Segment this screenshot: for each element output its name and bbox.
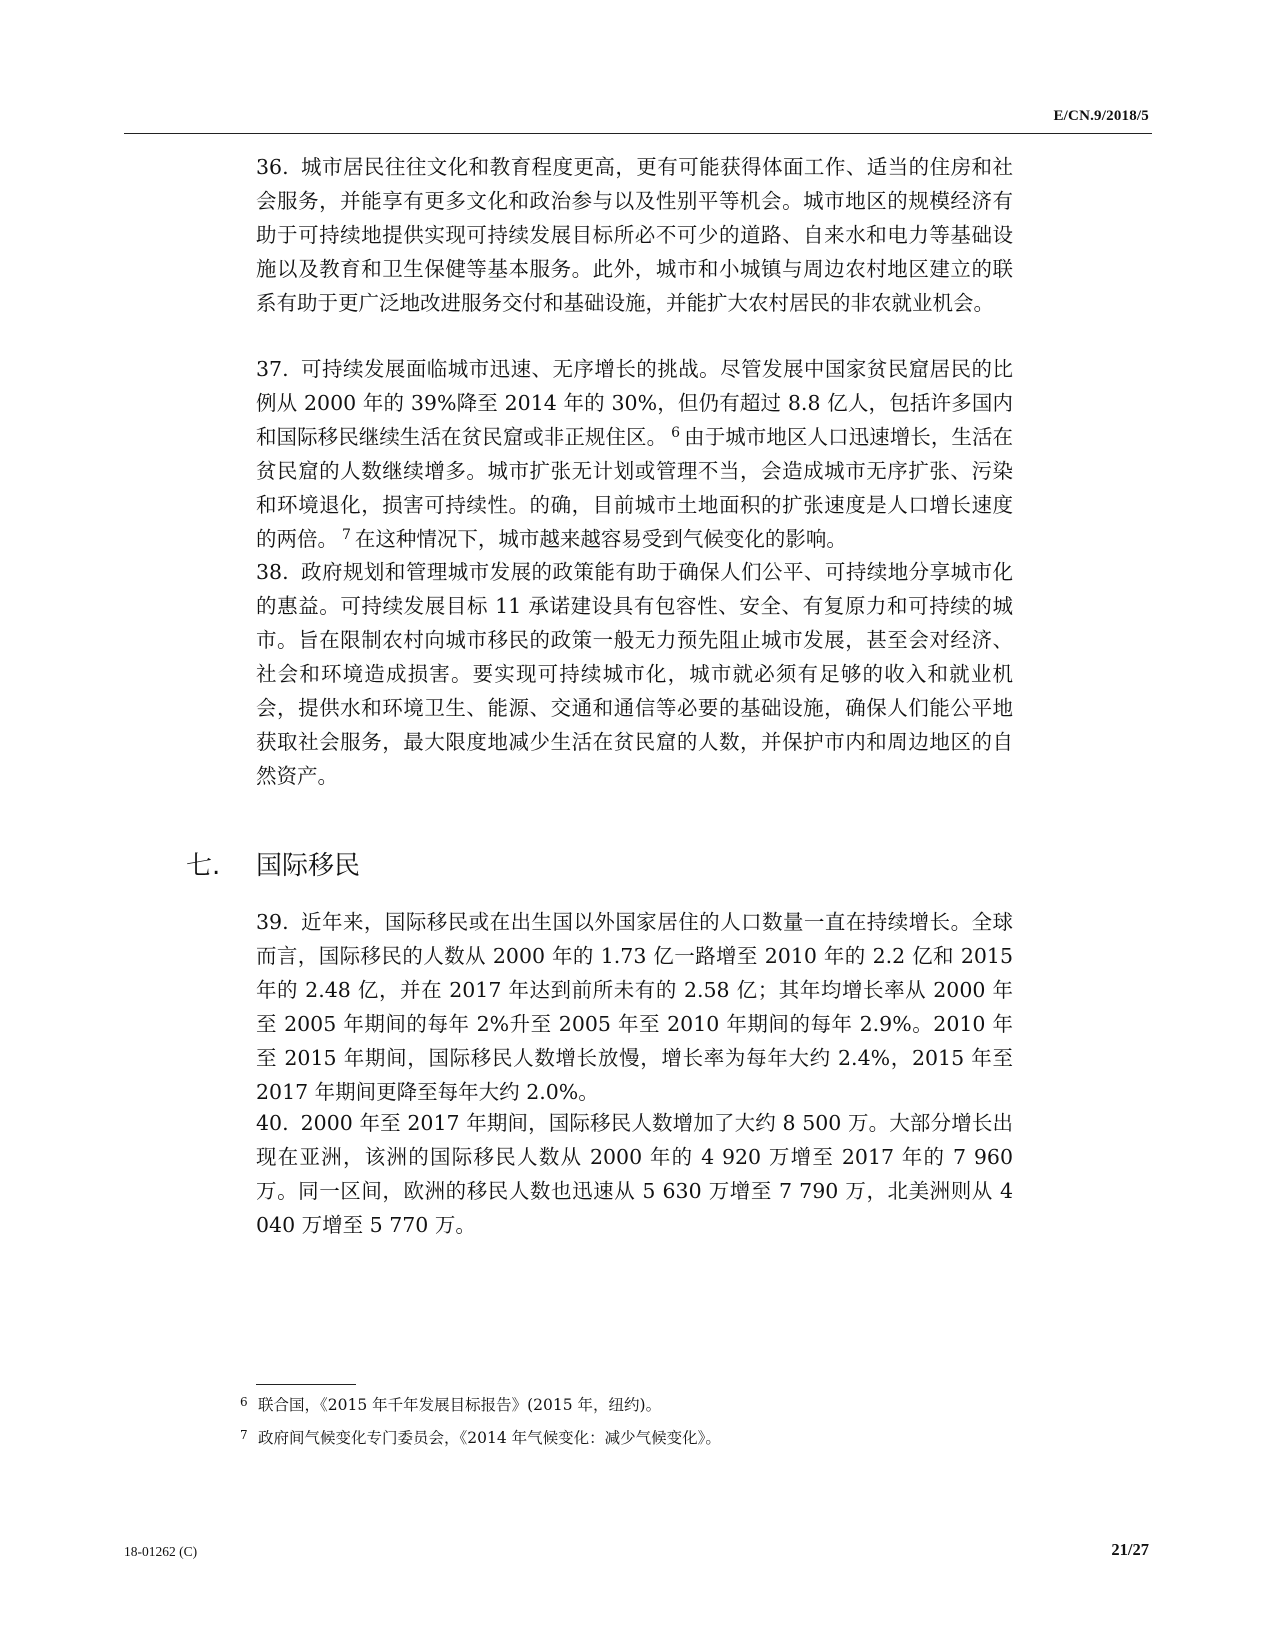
paragraph-number: 36. xyxy=(256,155,289,179)
paragraph-text: 2000 年至 2017 年期间，国际移民人数增加了大约 8 500 万。大部分增长出现在亚洲，该洲的国际移民人数从 2000 年的 4 920 万增至 2017 年的 7 960 万。同一区间，欧洲的移民人数也迅速从 5 630 万增至 7 790 万，北美洲则从 4 040 万增至 5 770 万。 xyxy=(256,1111,1013,1237)
paragraph-text: 可持续发展面临城市迅速、无序增长的挑战。尽管发展中国家贫民窟居民的比例从 2000 年的 39%降至 2014 年的 30%，但仍有超过 8.8 亿人，包括许多国内和国际移民继续生活在贫民窟或非正规住区。 xyxy=(256,357,1013,449)
footnote-reference[interactable]: 7 xyxy=(342,527,351,543)
section-title: 国际移民 xyxy=(256,851,361,881)
footnote-text: 政府间气候变化专门委员会，《2014 年气候变化：减少气候变化》。 xyxy=(258,1429,721,1447)
paragraph-text: 在这种情况下，城市越来越容易受到气候变化的影响。 xyxy=(354,527,847,551)
paragraph-38 xyxy=(256,555,1013,793)
footnote-reference[interactable]: 6 xyxy=(671,425,681,441)
paragraph-37 xyxy=(256,352,1013,556)
page-number: 21/27 xyxy=(1111,1540,1149,1559)
document-symbol: E/CN.9/2018/5 xyxy=(1053,108,1149,124)
paragraph-36 xyxy=(256,150,1013,320)
header-rule xyxy=(124,133,1152,134)
paragraph-text: 近年来，国际移民或在出生国以外国家居住的人口数量一直在持续增长。全球而言，国际移民的人数从 2000 年的 1.73 亿一路增至 2010 年的 2.2 亿和 2015 年的 2.48 亿，并在 2017 年达到前所未有的 2.58 亿；其年均增长率从 2000 年至 2005 年期间的每年 2%升至 2005 年至 2010 年期间的每年 2.9%。2010 年至 2015 年期间，国际移民人数增长放慢，增长率为每年大约 2.4%，2015 年至 2017 年期间更降至每年大约 2.0%。 xyxy=(256,910,1013,1104)
paragraph-text: 城市居民往往文化和教育程度更高，更有可能获得体面工作、适当的住房和社会服务，并能享有更多文化和政治参与以及性别平等机会。城市地区的规模经济有助于可持续地提供实现可持续发展目标所必不可少的道路、自来水和电力等基础设施以及教育和卫生保健等基本服务。此外，城市和小城镇与周边农村地区建立的联系有助于更广泛地改进服务交付和基础设施，并能扩大农村居民的非农就业机会。 xyxy=(256,155,1013,315)
footnote-7: 7 政府间气候变化专门委员会，《2014 年气候变化：减少气候变化》。 xyxy=(240,1428,721,1447)
footnote-separator xyxy=(256,1384,356,1385)
paragraph-number: 38. xyxy=(256,560,289,584)
paragraph-number: 39. xyxy=(256,910,289,934)
paragraph-39 xyxy=(256,905,1013,1109)
paragraph-text: 政府规划和管理城市发展的政策能有助于确保人们公平、可持续地分享城市化的惠益。可持续发展目标 11 承诺建设具有包容性、安全、有复原力和可持续的城市。旨在限制农村向城市移民的政策一般无力预先阻止城市发展，甚至会对经济、社会和环境造成损害。要实现可持续城市化，城市就必须有足够的收入和就业机会，提供水和环境卫生、能源、交通和通信等必要的基础设施，确保人们能公平地获取社会服务，最大限度地减少生活在贫民窟的人数，并保护市内和周边地区的自然资产。 xyxy=(256,560,1013,788)
footnote-6: 6 联合国，《2015 年千年发展目标报告》(2015 年，纽约)。 xyxy=(240,1395,662,1414)
section-heading xyxy=(186,848,360,884)
paragraph-number: 40. xyxy=(256,1111,289,1135)
document-number: 18-01262 (C) xyxy=(124,1544,198,1559)
paragraph-40 xyxy=(256,1106,1013,1242)
footnote-text: 联合国，《2015 年千年发展目标报告》(2015 年，纽约)。 xyxy=(258,1396,662,1414)
paragraph-number: 37. xyxy=(256,357,289,381)
paragraph-text: 由于城市地区人口迅速增长，生活在贫民窟的人数继续增多。城市扩张无计划或管理不当，会造成城市无序扩张、污染和环境退化，损害可持续性。的确，目前城市土地面积的扩张速度是人口增长速度的两倍。 xyxy=(256,425,1014,551)
section-number: 七. xyxy=(186,851,221,881)
